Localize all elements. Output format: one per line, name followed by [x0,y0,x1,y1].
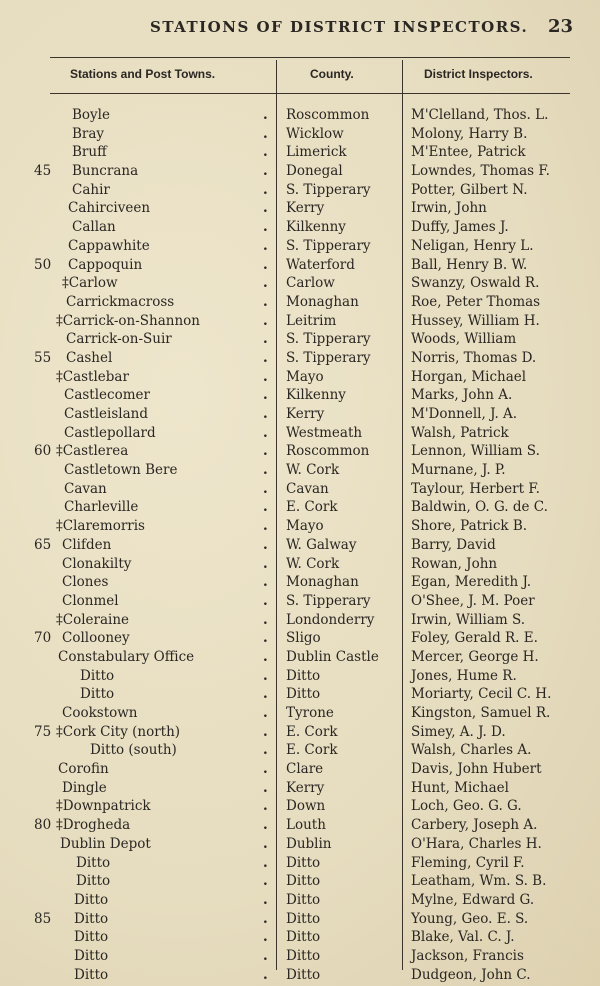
county-name: Ditto [286,891,321,908]
inspector-name: Rowan, John [411,555,498,572]
county-name: W. Galway [286,536,357,553]
leader-dot: . [263,929,268,946]
inspector-name: Simey, A. J. D. [411,723,506,740]
table-row [0,330,600,349]
county-name: Cavan [286,480,329,497]
inspector-name: Baldwin, O. G. de C. [411,499,548,516]
table-row [0,704,600,723]
leader-dot: . [263,555,268,572]
leader-dot: . [263,462,268,479]
inspector-name: Mylne, Edward G. [411,891,535,908]
station-name: ‡Downpatrick [56,798,151,815]
county-name: Down [286,798,326,815]
table-row [0,386,600,405]
leader-dot: . [263,630,268,647]
column-header-inspector: District Inspectors. [424,67,533,81]
county-name: Kilkenny [286,387,346,404]
county-name: S. Tipperary [286,349,371,366]
county-name: Ditto [286,910,321,927]
leader-dot: . [263,761,268,778]
leader-dot: . [263,817,268,834]
station-name: Cahirciveen [68,200,151,217]
leader-dot: . [263,443,268,460]
table-row [0,517,600,536]
leader-dot: . [263,406,268,422]
leader-dot: . [263,686,268,703]
county-name: Kerry [286,406,325,422]
leader-dot: . [263,779,268,796]
table-row [0,181,600,200]
inspector-name: Young, Geo. E. S. [411,910,529,927]
inspector-name: Jackson, Francis [411,947,524,964]
leader-dot: . [263,966,268,983]
station-name: Cookstown [62,705,138,721]
table-row [0,797,600,816]
leader-dot: . [263,611,268,628]
column-header-station: Stations and Post Towns. [70,67,216,81]
station-name: ‡Castlebar [56,368,129,385]
inspector-name: Horgan, Michael [411,368,527,385]
leader-dot: . [263,742,268,759]
county-name: Kerry [286,779,325,796]
inspector-name: Hussey, William H. [411,312,540,329]
table-top-rule [50,57,570,58]
county-name: S. Tipperary [286,237,371,254]
station-name: Ditto [80,667,115,684]
county-name: Kilkenny [286,219,346,236]
table-row [0,835,600,854]
row-number: 80 [34,817,52,834]
county-name: S. Tipperary [286,331,371,348]
inspector-name: Woods, William [411,331,517,348]
leader-dot: . [263,331,268,348]
inspector-name: Irwin, William S. [411,611,526,628]
inspector-name: Lowndes, Thomas F. [411,163,550,180]
table-row [0,125,600,144]
leader-dot: . [263,835,268,852]
station-name: Bruff [72,144,107,161]
county-name: S. Tipperary [286,181,371,198]
county-name: Dublin [286,835,332,852]
leader-dot: . [263,798,268,815]
inspector-name: Roe, Peter Thomas [411,293,541,310]
table-row [0,143,600,162]
table-row [0,536,600,555]
station-name: Castletown Bere [64,462,178,479]
inspector-name: Swanzy, Oswald R. [411,275,540,292]
county-name: W. Cork [286,462,340,479]
table-row [0,218,600,237]
station-name: Buncrana [72,163,139,180]
leader-dot: . [263,723,268,740]
county-name: Waterford [286,256,355,273]
station-name: Cappawhite [68,237,150,254]
station-name: Clonmel [62,592,119,609]
table-row [0,667,600,686]
station-name: Clones [62,574,109,591]
leader-dot: . [263,312,268,329]
inspector-name: Leatham, Wm. S. B. [411,873,547,890]
station-name: Castlecomer [64,387,150,404]
county-name: W. Cork [286,555,340,572]
inspector-name: Barry, David [411,536,496,553]
table-row [0,629,600,648]
table-row [0,461,600,480]
station-name: Ditto [74,929,109,946]
station-name: Collooney [62,630,130,647]
inspector-name: M'Clelland, Thos. L. [411,107,549,123]
station-name: Ditto [74,947,109,964]
station-name: Cavan [64,480,107,497]
station-name: Dingle [62,779,107,796]
county-name: Leitrim [286,312,337,329]
station-name: Ditto (south) [90,742,177,759]
leader-dot: . [263,107,268,123]
station-name: ‡Coleraine [56,611,130,628]
county-name: Londonderry [286,611,375,628]
leader-dot: . [263,705,268,721]
inspector-name: Mercer, George H. [411,648,539,665]
leader-dot: . [263,125,268,142]
row-number: 55 [34,349,52,366]
inspector-name: Blake, Val. C. J. [411,929,515,946]
inspector-name: Walsh, Charles A. [411,742,532,759]
county-name: Roscommon [286,443,370,460]
inspector-name: M'Donnell, J. A. [411,406,518,422]
row-number: 85 [34,910,52,927]
county-name: Sligo [286,630,321,647]
station-name: Castleisland [64,406,148,422]
inspector-name: O'Shee, J. M. Poer [411,592,535,609]
station-name: Ditto [74,891,109,908]
inspector-name: Walsh, Patrick [411,424,509,441]
county-name: Wicklow [286,125,344,142]
table-row [0,424,600,443]
row-number: 45 [34,163,52,180]
inspector-name: Irwin, John [411,200,487,217]
row-number: 75 [34,723,52,740]
station-name: Ditto [76,854,111,871]
station-name: ‡Cork City (north) [56,723,181,740]
inspector-name: Jones, Hume R. [411,667,517,684]
leader-dot: . [263,219,268,236]
station-name: Boyle [72,107,110,123]
leader-dot: . [263,163,268,180]
inspector-name: Hunt, Michael [411,779,509,796]
county-name: Carlow [286,275,335,292]
table-row [0,106,600,125]
leader-dot: . [263,349,268,366]
leader-dot: . [263,854,268,871]
table-row [0,966,600,985]
inspector-name: Moriarty, Cecil C. H. [411,686,552,703]
table-row [0,573,600,592]
leader-dot: . [263,424,268,441]
column-header-county: County. [310,67,354,81]
table-row [0,256,600,275]
table-row [0,816,600,835]
table-row [0,592,600,611]
stations-table [0,106,600,984]
table-row [0,928,600,947]
station-name: Ditto [74,966,109,983]
inspector-name: O'Hara, Charles H. [411,835,542,852]
table-row [0,779,600,798]
station-name: Carrick-on-Suir [66,331,172,348]
leader-dot: . [263,910,268,927]
county-name: Ditto [286,686,321,703]
county-name: Ditto [286,873,321,890]
station-name: Clifden [62,536,112,553]
table-row [0,162,600,181]
county-name: E. Cork [286,723,338,740]
county-name: Ditto [286,966,321,983]
station-name: Cashel [66,349,113,366]
station-name: Ditto [74,910,109,927]
table-row [0,685,600,704]
table-row [0,480,600,499]
table-row [0,891,600,910]
leader-dot: . [263,667,268,684]
table-row [0,498,600,517]
county-name: Limerick [286,144,347,161]
table-row [0,611,600,630]
station-name: Charleville [64,499,139,516]
station-name: Ditto [80,686,115,703]
table-row [0,947,600,966]
leader-dot: . [263,873,268,890]
table-row [0,368,600,387]
county-name: Donegal [286,163,343,180]
inspector-name: Marks, John A. [411,387,513,404]
inspector-name: Neligan, Henry L. [411,237,534,254]
county-name: Ditto [286,947,321,964]
table-row [0,872,600,891]
inspector-name: Potter, Gilbert N. [411,181,528,198]
inspector-name: Kingston, Samuel R. [411,705,551,721]
inspector-name: Fleming, Cyril F. [411,854,525,871]
inspector-name: Dudgeon, John C. [411,966,531,983]
station-name: ‡Drogheda [56,817,131,834]
table-row [0,405,600,424]
county-name: Clare [286,761,324,778]
leader-dot: . [263,237,268,254]
table-row [0,237,600,256]
inspector-name: Ball, Henry B. W. [411,256,528,273]
table-row [0,741,600,760]
county-name: Monaghan [286,293,359,310]
station-name: Corofin [58,761,109,778]
row-number: 65 [34,536,52,553]
county-name: S. Tipperary [286,592,371,609]
table-row [0,293,600,312]
station-name: Cahir [72,181,110,198]
station-name: Callan [72,219,116,236]
table-row [0,199,600,218]
row-number: 70 [34,630,52,647]
station-name: ‡Carrick-on-Shannon [56,312,201,329]
county-name: Louth [286,817,326,834]
county-name: E. Cork [286,742,338,759]
station-name: Clonakilty [62,555,132,572]
station-name: Castlepollard [64,424,156,441]
leader-dot: . [263,536,268,553]
leader-dot: . [263,480,268,497]
leader-dot: . [263,574,268,591]
station-name: Bray [72,125,105,142]
county-name: Mayo [286,368,324,385]
county-name: Roscommon [286,107,370,123]
station-name: ‡Carlow [62,275,118,292]
station-name: Dublin Depot [60,835,151,852]
leader-dot: . [263,387,268,404]
county-name: Monaghan [286,574,359,591]
table-row [0,442,600,461]
county-name: Ditto [286,854,321,871]
leader-dot: . [263,648,268,665]
station-name: Carrickmacross [66,293,175,310]
leader-dot: . [263,293,268,310]
table-row [0,910,600,929]
leader-dot: . [263,592,268,609]
table-row [0,312,600,331]
county-name: E. Cork [286,499,338,516]
inspector-name: Taylour, Herbert F. [411,480,540,497]
inspector-name: Egan, Meredith J. [411,574,532,591]
table-row [0,723,600,742]
county-name: Ditto [286,667,321,684]
inspector-name: M'Entee, Patrick [411,144,526,161]
row-number: 60 [34,443,52,460]
inspector-name: Foley, Gerald R. E. [411,630,538,647]
station-name: Cappoquin [68,256,143,273]
leader-dot: . [263,144,268,161]
leader-dot: . [263,368,268,385]
leader-dot: . [263,275,268,292]
table-row [0,760,600,779]
leader-dot: . [263,891,268,908]
county-name: Dublin Castle [286,648,379,665]
county-name: Ditto [286,929,321,946]
leader-dot: . [263,947,268,964]
row-number: 50 [34,256,52,273]
inspector-name: Norris, Thomas D. [411,349,537,366]
table-row [0,349,600,368]
county-name: Mayo [286,518,324,535]
table-row [0,274,600,293]
county-name: Kerry [286,200,325,217]
table-row [0,648,600,667]
inspector-name: Shore, Patrick B. [411,518,528,535]
station-name: Ditto [76,873,111,890]
inspector-name: Duffy, James J. [411,219,509,236]
table-header-rule [50,93,570,94]
station-name: ‡Claremorris [56,518,145,535]
county-name: Tyrone [286,705,334,721]
page-number: 23 [548,16,574,37]
county-name: Westmeath [286,424,363,441]
inspector-name: Carbery, Joseph A. [411,817,538,834]
leader-dot: . [263,518,268,535]
inspector-name: Molony, Harry B. [411,125,528,142]
inspector-name: Murnane, J. P. [411,462,506,479]
inspector-name: Davis, John Hubert [411,761,542,778]
leader-dot: . [263,256,268,273]
leader-dot: . [263,499,268,516]
table-row [0,555,600,574]
page-title: STATIONS OF DISTRICT INSPECTORS. [150,18,529,36]
leader-dot: . [263,200,268,217]
leader-dot: . [263,181,268,198]
table-row [0,854,600,873]
inspector-name: Lennon, William S. [411,443,540,460]
station-name: Constabulary Office [58,648,195,665]
inspector-name: Loch, Geo. G. G. [411,798,522,815]
station-name: ‡Castlerea [56,443,129,460]
